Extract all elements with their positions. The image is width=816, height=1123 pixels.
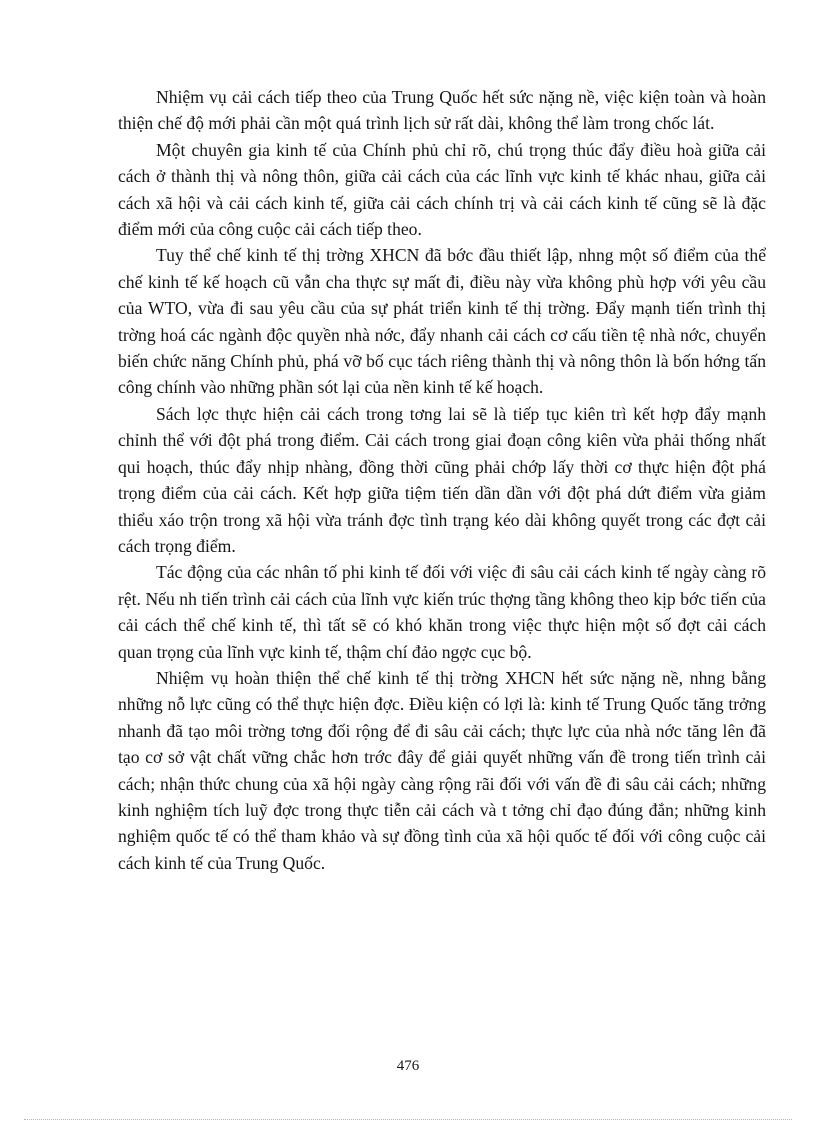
body-paragraph-6: Nhiệm vụ hoàn thiện thể chế kinh tế thị trờng XHCN hết sức nặng nề, nhng bằng những nỗ lực cũng có thể thực hiện đợc. Điều kiện có lợi là: kinh tế Trung Quốc tăng trởng nhanh đã tạo môi trờng tơng đối rộng để đi sâu cải cách; thực lực của nhà nớc tăng lên đã tạo cơ sở vật chất vững chắc hơn trớc đây để giải quyết những vấn đề trong tiến trình cải cách; nhận thức chung của xã hội ngày càng rộng rãi đối với vấn đề đi sâu cải cách; những kinh nghiệm tích luỹ đợc trong thực tiễn cải cách và t tởng chỉ đạo đúng đắn; những kinh nghiệm quốc tế có thể tham khảo và sự đồng tình của xã hội quốc tế đối với công cuộc cải cách kinh tế của Trung Quốc. (118, 667, 766, 873)
body-paragraph-1: Nhiệm vụ cải cách tiếp theo của Trung Quốc hết sức nặng nề, việc kiện toàn và hoàn thiện chế độ mới phải cần một quá trình lịch sử rất dài, không thể làm trong chốc lát. (118, 87, 766, 134)
page-number: 476 (396, 1058, 420, 1074)
page-body (118, 84, 766, 876)
body-paragraph-2: Một chuyên gia kinh tế của Chính phủ chỉ rõ, chú trọng thúc đẩy điều hoà giữa cải cách ở thành thị và nông thôn, giữa cải cách của các lĩnh vực kinh tế khác nhau, giữa cải cách xã hội và cải cách kinh tế, giữa cải cách chính trị và cải cách kinh tế cũng sẽ là đặc điểm mới của công cuộc cải cách tiếp theo. (118, 139, 766, 240)
body-paragraph-3: Tuy thể chế kinh tế thị trờng XHCN đã bớc đầu thiết lập, nhng một số điểm của thể chế kinh tế kế hoạch cũ vẫn cha thực sự mất đi, điều này vừa không phù hợp với yêu cầu của WTO, vừa đi sau yêu cầu của sự phát triển kinh tế thị trờng. Đẩy mạnh tiến trình thị trờng hoá các ngành độc quyền nhà nớc, đẩy nhanh cải cách cơ cấu tiền tệ nhà nớc, chuyển biến chức năng Chính phủ, phá vỡ bố cục tách riêng thành thị và nông thôn là bốn hớng tấn công chính vào những phần sót lại của nền kinh tế kế hoạch. (118, 245, 766, 398)
footer-divider (24, 1119, 792, 1120)
body-paragraph-5: Tác động của các nhân tố phi kinh tế đối với việc đi sâu cải cách kinh tế ngày càng rõ rệt. Nếu nh tiến trình cải cách của lĩnh vực kiến trúc thợng tầng không theo kịp bớc tiến của cải cách thể chế kinh tế, thì tất sẽ có khó khăn trong việc thực hiện một số đợt cải cách quan trọng của lĩnh vực kinh tế, thậm chí đảo ngợc cục bộ. (118, 562, 766, 662)
body-paragraph-4: Sách lợc thực hiện cải cách trong tơng lai sẽ là tiếp tục kiên trì kết hợp đẩy mạnh chỉnh thể với đột phá trong điểm. Cải cách trong giai đoạn công kiên vừa phải thống nhất qui hoạch, thúc đẩy nhịp nhàng, đồng thời cũng phải chớp lấy thời cơ thực hiện đột phá trọng điểm của cải cách. Kết hợp giữa tiệm tiến dần dần với đột phá dứt điểm vừa giảm thiểu xáo trộn trong xã hội vừa tránh đợc tình trạng kéo dài không quyết trong các đợt cải cách trọng điểm. (118, 403, 766, 556)
